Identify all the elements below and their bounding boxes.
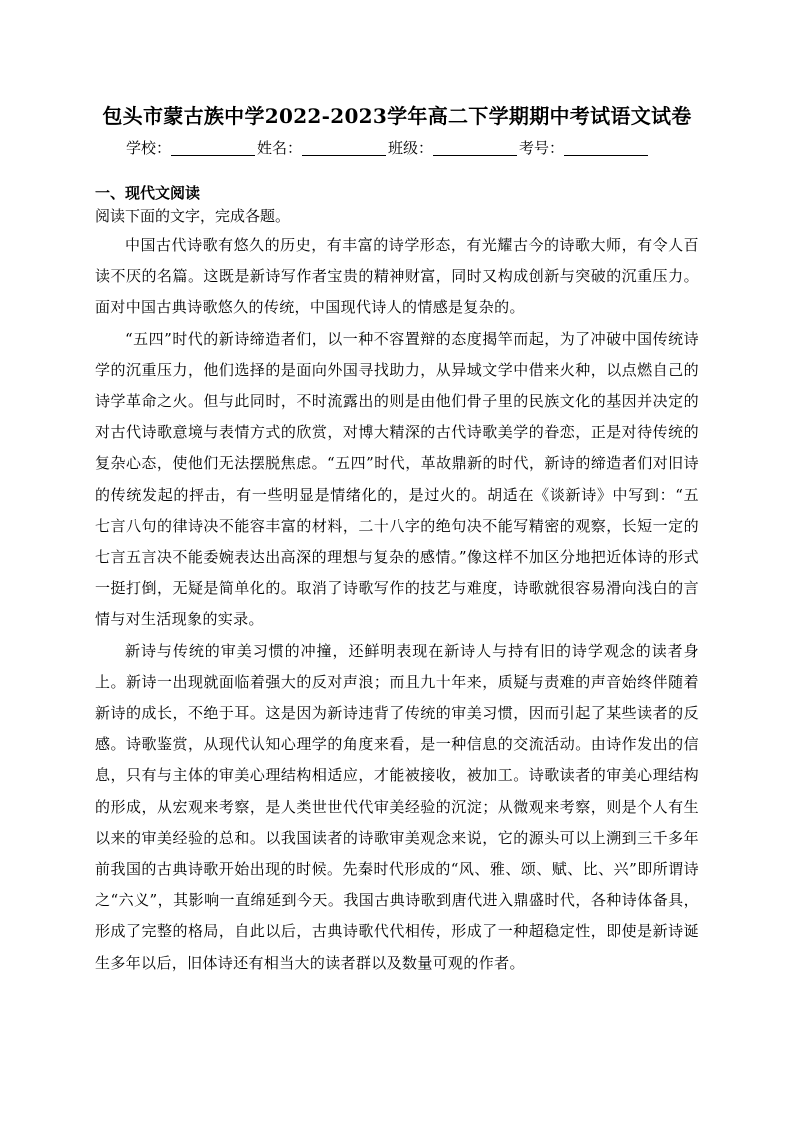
exam-number-label: 考号： [519,139,565,157]
reading-passage [95,230,699,979]
student-info-line [126,137,686,158]
name-blank[interactable] [302,141,386,156]
passage-paragraph-1: 中国古代诗歌有悠久的历史，有丰富的诗学形态，有光耀古今的诗歌大师，有令人百读不厌的名篇。这既是新诗写作者宝贵的精神财富，同时又构成创新与突破的沉重压力。面对中国古典诗歌悠久的传统，中国现代诗人的情感是复杂的。 [95,236,699,317]
school-field [126,137,257,158]
school-label: 学校： [126,139,172,157]
exam-number-field [519,137,650,158]
class-blank[interactable] [433,141,517,156]
exam-title: 包头市蒙古族中学2022-2023学年高二下学期期中考试语文试卷 [102,104,692,128]
passage-paragraph-3: 新诗与传统的审美习惯的冲撞，还鲜明表现在新诗人与持有旧的诗学观念的读者身上。新诗一出现就面临着强大的反对声浪；而且九十年来，质疑与责难的声音始终伴随着新诗的成长，不绝于耳。这是因为新诗违背了传统的审美习惯，因而引起了某些读者的反感。诗歌鉴赏，从现代认知心理学的角度来看，是一种信息的交流活动。由诗作发出的信息，只有与主体的审美心理结构相适应，才能被接收，被加工。诗歌读者的审美心理结构的形成，从宏观来考察，是人类世世代代审美经验的沉淀；从微观来考察，则是个人有生以来的审美经验的总和。以我国读者的诗歌审美观念来说，它的源头可以上溯到三千多年前我国的古典诗歌开始出现的时候。先秦时代形成的“风、雅、颂、赋、比、兴”即所谓诗之“六义”，其影响一直绵延到今天。我国古典诗歌到唐代进入鼎盛时代，各种诗体备具，形成了完整的格局，自此以后，古典诗歌代代相传，形成了一种超稳定性，即使是新诗诞生多年以后，旧体诗还有相当大的读者群以及数量可观的作者。 [95,641,699,972]
section-heading: 一、现代文阅读 [95,184,201,202]
class-label: 班级： [388,139,434,157]
passage-paragraph-2: “五四”时代的新诗缔造者们，以一种不容置辩的态度揭竿而起，为了冲破中国传统诗学的沉重压力，他们选择的是面向外国寻找助力，从异域文学中借来火种，以点燃自己的诗学革命之火。但与此同时，不时流露出的则是由他们骨子里的民族文化的基因并决定的对古代诗歌意境与表情方式的欣赏，对博大精深的古代诗歌美学的眷恋，正是对待传统的复杂心态，使他们无法摆脱焦虑。“五四”时代，革故鼎新的时代，新诗的缔造者们对旧诗的传统发起的抨击，有一些明显是情绪化的，是过火的。胡适在《谈新诗》中写到：“五七言八句的律诗决不能容丰富的材料，二十八字的绝句决不能写精密的观察，长短一定的七言五言决不能委婉表达出高深的理想与复杂的感情。”像这样不加区分地把近体诗的形式一挺打倒，无疑是简单化的。取消了诗歌写作的技艺与难度，诗歌就很容易滑向浅白的言情与对生活现象的实录。 [95,329,699,629]
exam-number-blank[interactable] [564,141,648,156]
class-field [388,137,519,158]
name-label: 姓名： [257,139,303,157]
name-field [257,137,388,158]
school-blank[interactable] [171,141,255,156]
reading-instruction: 阅读下面的文字，完成各题。 [95,207,291,225]
